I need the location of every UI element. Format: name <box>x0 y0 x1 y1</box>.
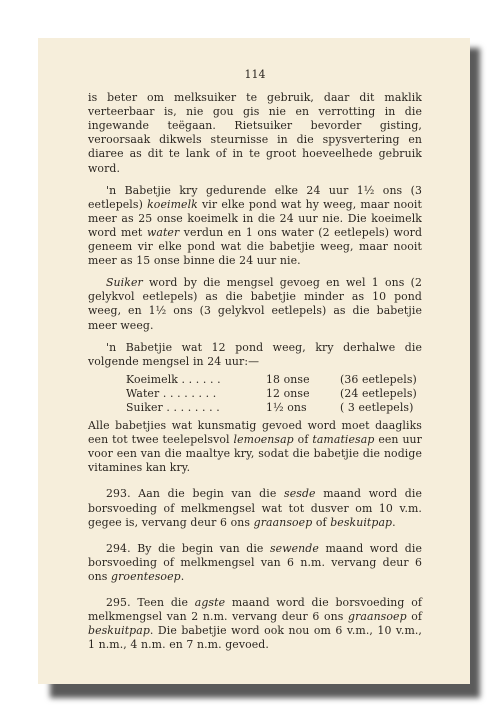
text-segment: 294. By die begin van die <box>106 541 270 555</box>
text-segment: vir elke pond wat hy weeg, maar nooit meer as 25 onse koeimelk in die 24 uur nie. Die koeimelk word met <box>88 197 422 239</box>
page-number: 114 <box>244 68 266 81</box>
emphasis-koeimelk: koeimelk <box>147 197 198 211</box>
emphasis-tamatiesap: tamatiesap <box>312 433 375 447</box>
paragraph-cow-milk <box>88 184 422 269</box>
emphasis-agste: agste <box>194 596 226 609</box>
section-293 <box>88 487 422 529</box>
text-segment: . Die babetjie word ook nou om 6 v.m., 10 v.m., 1 n.m., 4 n.m. en 7 n.m. gevoed. <box>88 624 422 652</box>
text-segment: maand word die borsvoeding of melkmengsel van 6 n.m. vervang deur 6 ons <box>88 541 422 583</box>
emphasis-sesde: sesde <box>284 487 316 501</box>
emphasis-graansoep: graansoep <box>253 515 313 529</box>
mixture-name: Koeimelk . . . . . . <box>126 372 221 386</box>
emphasis-suiker: Suiker <box>106 276 143 290</box>
emphasis-lemoensap: lemoensap <box>233 433 294 447</box>
mixture-table <box>126 373 417 415</box>
mixture-amount: 12 onse <box>266 386 310 400</box>
mixture-spoons: ( 3 eetlepels) <box>340 400 414 414</box>
text-segment: maand word die borsvoeding of melkmengsel van 2 n.m. vervang deur 6 ons <box>88 596 422 624</box>
text-segment: of <box>312 515 331 529</box>
text-segment: 'n Babetjie kry gedurende elke 24 uur 1½ ons (3 eetlepels) <box>88 183 422 211</box>
emphasis-beskuitpap: beskuitpap <box>330 515 393 529</box>
text-segment: Alle babetjies wat kunsmatig gevoed word moet daagliks een tot twee teelepelsvol <box>88 419 422 447</box>
mixture-spoons: (24 eetlepels) <box>340 386 417 400</box>
text-segment: 295. Teen die <box>106 596 195 609</box>
section-294 <box>88 542 422 584</box>
mixture-name: Suiker . . . . . . . . <box>126 400 220 414</box>
text-segment: 293. Aan die begin van die <box>106 487 285 501</box>
mixture-spoons: (36 eetlepels) <box>340 372 417 386</box>
emphasis-beskuitpap: beskuitpap <box>88 624 150 638</box>
table-row <box>126 373 417 387</box>
text-segment: verdun en 1 ons water (2 eetlepels) word geneem vir elke pond wat die babetjie weeg, maar nooit meer as 15 onse binne die 24 uur nie. <box>88 225 423 268</box>
paragraph-sugar-digestion: is beter om melksuiker te gebruik, daar dit maklik verteerbaar is, nie gou gis nie en verrotting in die ingewande teëgaan. Rietsuiker bevorder gisting, veroorsaak dikwels steurnisse in die spysvertering en diaree as dit te lank of in te groot hoeveelhede gebruik word. <box>88 91 422 175</box>
book-page <box>38 38 470 684</box>
text-segment: of <box>293 433 313 447</box>
text-segment: . <box>392 515 396 529</box>
table-row <box>126 401 417 415</box>
mixture-amount: 18 onse <box>266 372 310 386</box>
emphasis-graansoep: graansoep <box>348 610 407 624</box>
mixture-name: Water . . . . . . . . <box>126 386 217 400</box>
text-segment: maand word die borsvoeding of melkmengsel wat tot dusver om 10 v.m. gegee is, vervang deur 6 ons <box>88 487 423 529</box>
emphasis-sewende: sewende <box>269 541 319 555</box>
paragraph-example-intro: 'n Babetjie wat 12 pond weeg, kry derhalwe die volgende mengsel in 24 uur:— <box>88 340 422 368</box>
emphasis-water: water <box>146 225 180 239</box>
text-segment: . <box>180 569 185 583</box>
paragraph-vitamins <box>88 419 422 475</box>
emphasis-groentesoep: groentesoep <box>111 569 181 583</box>
paragraph-sugar-amount <box>88 276 422 332</box>
section-295 <box>88 596 422 652</box>
mixture-amount: 1½ ons <box>266 400 307 414</box>
table-row <box>126 387 417 401</box>
text-segment: word by die mengsel gevoeg en wel 1 ons (2 gelykvol eetlepels) as die babetjie minder as 10 pond weeg, en 1½ ons (3 gelykvol eetlepels) as die babetjie meer weeg. <box>88 276 422 332</box>
text-segment: of <box>406 610 422 624</box>
text-segment: een uur voor een van die maaltye kry, sodat die babetjie die nodige vitamines kan kry. <box>88 433 422 475</box>
